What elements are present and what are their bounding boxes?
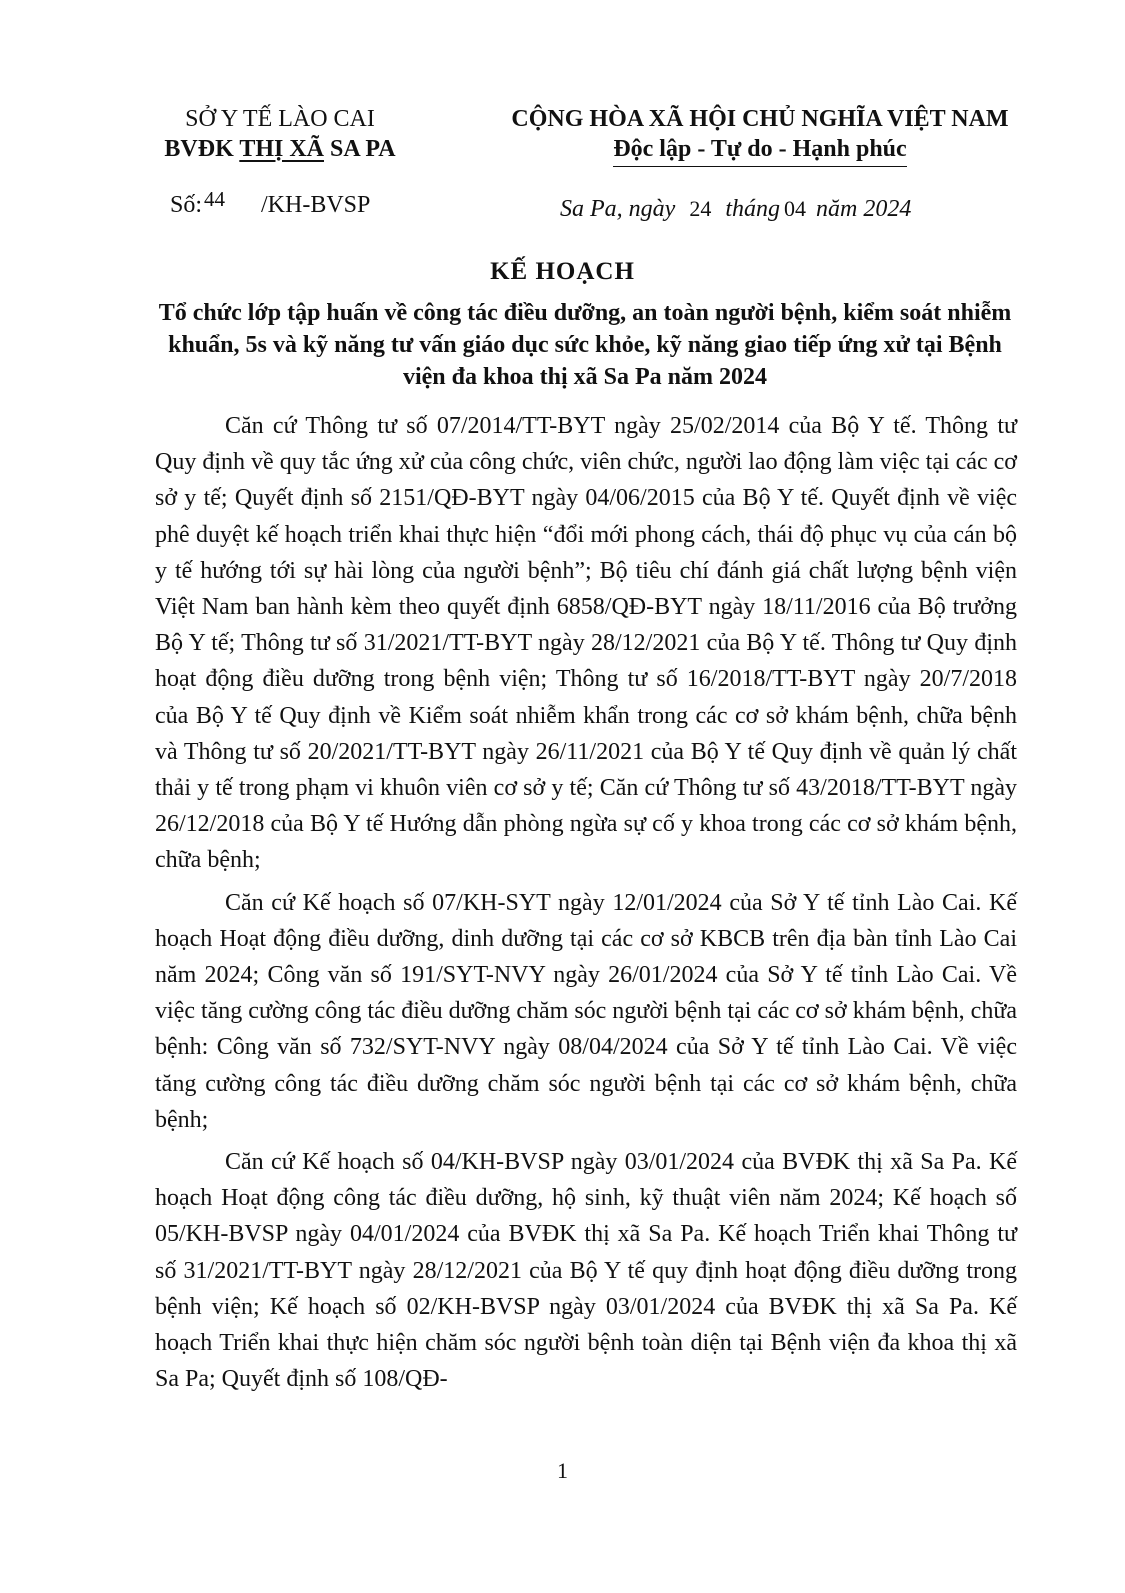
document-body [155,408,1017,1403]
doc-number-value: 44 [204,187,226,211]
document-date [560,196,911,223]
date-month-label: tháng [725,196,780,222]
page-number: 1 [557,1458,568,1483]
doc-number-prefix: Số: [170,192,203,218]
date-year: năm 2024 [815,196,912,222]
document-subtitle: Tổ chức lớp tập huấn về công tác điều dưỡng, an toàn người bệnh, kiểm soát nhiễm khuẩn, 5s và kỹ năng tư vấn giáo dục sức khỏe, kỹ năng giao tiếp ứng xử tại Bệnh viện đa khoa thị xã Sa Pa năm 2024 [158,300,1012,390]
body-paragraph: Căn cứ Thông tư số 07/2014/TT-BYT ngày 25/02/2014 của Bộ Y tế. Thông tư Quy định về quy tắc ứng xử của công chức, viên chức, người lao động làm việc tại các cơ sở y tế; Quyết định số 2151/QĐ-BYT ngày 04/06/2015 của Bộ Y tế. Quyết định về việc phê duyệt kế hoạch triển khai thực hiện “đổi mới phong cách, thái độ phục vụ của cán bộ y tế hướng tới sự hài lòng của người bệnh”; Bộ tiêu chí đánh giá chất lượng bệnh viện Việt Nam ban hành kèm theo quyết định 6858/QĐ-BYT ngày 18/11/2016 của Bộ trưởng Bộ Y tế; Thông tư số 31/2021/TT-BYT ngày 28/12/2021 của Bộ Y tế. Thông tư Quy định hoạt động điều dưỡng trong bệnh viện; Thông tư số 16/2018/TT-BYT ngày 20/7/2018 của Bộ Y tế Quy định về Kiểm soát nhiễm khẩn trong các cơ sở khám bệnh, chữa bệnh và Thông tư số 20/2021/TT-BYT ngày 26/11/2021 của Bộ Y tế Quy định về quản lý chất thải y tế trong phạm vi khuôn viên cơ sở y tế; Căn cứ Thông tư số 43/2018/TT-BYT ngày 26/12/2018 của Bộ Y tế Hướng dẫn phòng ngừa sự cố y khoa trong các cơ sở khám bệnh, chữa bệnh; [155,413,1017,874]
unit-name [140,134,420,164]
unit-prefix: BVĐK [164,136,240,162]
date-place-day: Sa Pa, ngày [560,196,676,222]
doc-number-suffix: /KH-BVSP [261,192,371,218]
document-number [170,187,371,219]
unit-underlined: THỊ XÃ [239,136,324,162]
national-title: CỘNG HÒA XÃ HỘI CHỦ NGHĨA VIỆT NAM [511,106,1009,132]
motto-line [490,134,1030,167]
unit-suffix: SA PA [324,136,396,162]
agency-name: SỞ Y TẾ LÀO CAI [185,106,375,132]
document-title: KẾ HOẠCH [490,258,635,285]
date-day: 24 [689,196,712,221]
body-paragraph: Căn cứ Kế hoạch số 07/KH-SYT ngày 12/01/2024 của Sở Y tế tỉnh Lào Cai. Kế hoạch Hoạt động điều dưỡng, dinh dưỡng tại các cơ sở KBCB trên địa bàn tỉnh Lào Cai năm 2024; Công văn số 191/SYT-NVY ngày 26/01/2024 của Sở Y tế tỉnh Lào Cai. Về việc tăng cường công tác điều dưỡng chăm sóc người bệnh tại các cơ sở khám bệnh, chữa bệnh: Công văn số 732/SYT-NVY ngày 08/04/2024 của Sở Y tế tỉnh Lào Cai. Về việc tăng cường công tác điều dưỡng chăm sóc người bệnh tại các cơ sở khám bệnh, chữa bệnh; [155,889,1017,1133]
date-month: 04 [783,196,806,221]
national-header-block [490,104,1030,167]
body-paragraph: Căn cứ Kế hoạch số 04/KH-BVSP ngày 03/01/2024 của BVĐK thị xã Sa Pa. Kế hoạch Hoạt động công tác điều dưỡng, hộ sinh, kỹ thuật viên năm 2024; Kế hoạch số 05/KH-BVSP ngày 04/01/2024 của BVĐK thị xã Sa Pa. Kế hoạch Triển khai Thông tư số 31/2021/TT-BYT ngày 28/12/2021 của Bộ Y tế quy định hoạt động điều dưỡng trong bệnh viện; Kế hoạch số 02/KH-BVSP ngày 03/01/2024 của BVĐK thị xã Sa Pa. Kế hoạch Triển khai thực hiện chăm sóc người bệnh toàn diện tại Bệnh viện đa khoa thị xã Sa Pa; Quyết định số 108/QĐ- [155,1149,1017,1393]
motto: Độc lập - Tự do - Hạnh phúc [613,134,906,167]
issuing-agency-block [140,104,420,164]
